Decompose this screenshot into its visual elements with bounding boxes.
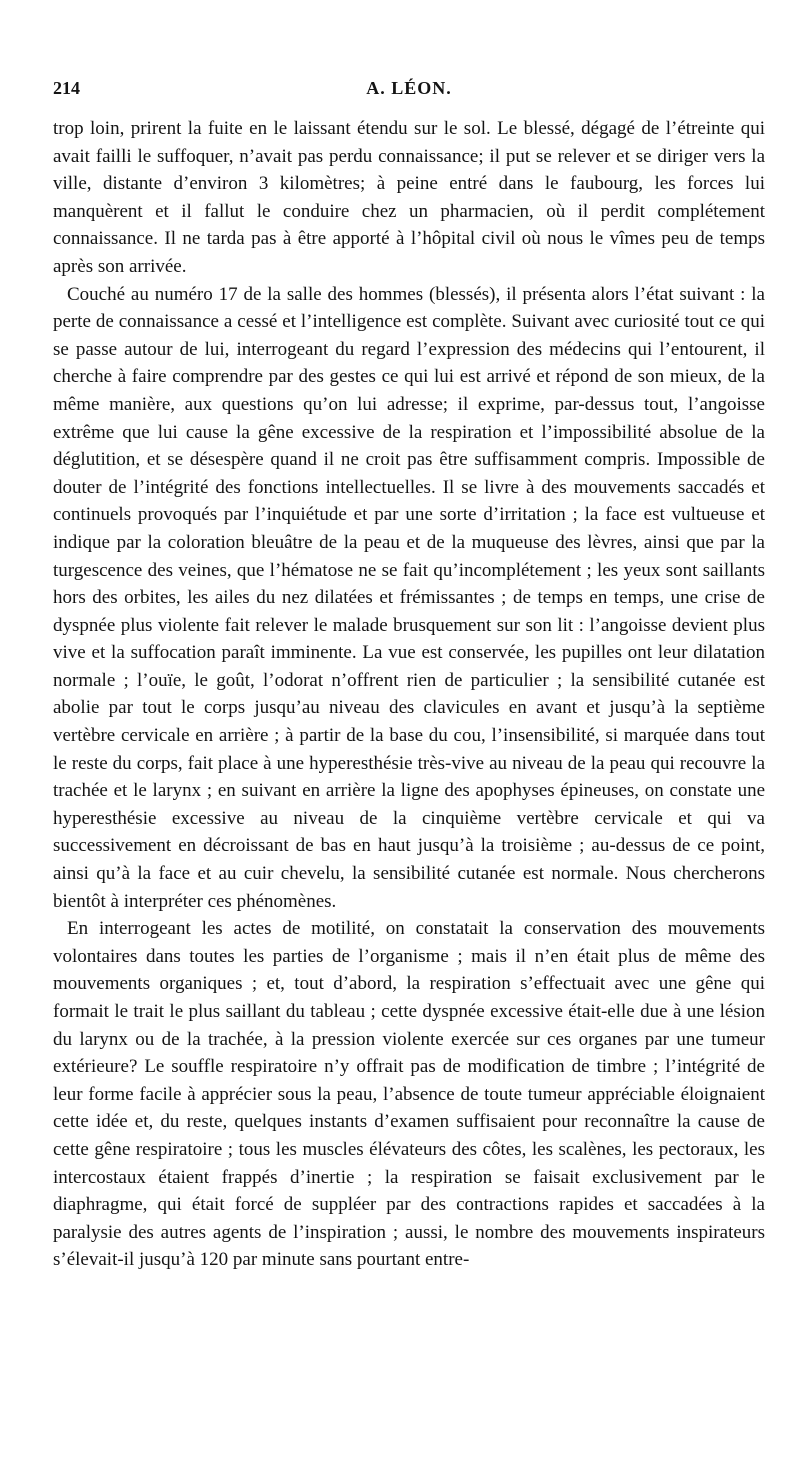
page-number: 214 [53,78,80,98]
body-text [53,115,765,1274]
page-header [53,74,765,108]
paragraph: trop loin, prirent la fuite en le laissant étendu sur le sol. Le blessé, dégagé de l’étreinte qui avait failli le suffoquer, n’avait pas perdu connaissance; il put se relever et se diriger vers la ville, distante d’environ 3 kilomètres; à peine entré dans le faubourg, les forces lui manquèrent et il fallut le conduire chez un pharmacien, où il perdit complétement connaissance. Il ne tarda pas à être apporté à l’hôpital civil où nous le vîmes peu de temps après son arrivée. [53,118,765,277]
paragraph: En interrogeant les actes de motilité, on constatait la conservation des mouvements volontaires dans toutes les parties de l’organisme ; mais il n’en était plus de même des mouvements organiques ; et, tout d’abord, la respiration s’effectuait avec une gêne qui formait le trait le plus saillant du tableau ; cette dyspnée excessive était-elle due à une lésion du larynx ou de la trachée, à la pression violente exercée sur ces organes par une tumeur extérieure? Le souffle respiratoire n’y offrait pas de modification de timbre ; l’intégrité de leur forme facile à apprécier sous la peau, l’absence de toute tumeur appréciable éloignaient cette idée et, du reste, quelques instants d’examen suffisaient pour reconnaître la cause de cette gêne respiratoire ; tous les muscles élévateurs des côtes, les scalènes, les pectoraux, les intercostaux étaient frappés d’inertie ; la respiration se faisait exclusivement par le diaphragme, qui était forcé de suppléer par des contractions rapides et saccadées à la paralysie des autres agents de l’inspiration ; aussi, le nombre des mouvements inspirateurs s’élevait-il jusqu’à 120 par minute sans pourtant entre- [53,918,765,1271]
paragraph: Couché au numéro 17 de la salle des hommes (blessés), il présenta alors l’état suivant : la perte de connaissance a cessé et l’intelligence est complète. Suivant avec curiosité tout ce qui se passe autour de lui, interrogeant du regard l’expression des médecins qui l’entourent, il cherche à faire comprendre par des gestes ce qui lui est arrivé et répond de son mieux, de la même manière, aux questions qu’on lui adresse; il exprime, par-dessus tout, l’angoisse extrême que lui cause la gêne excessive de la respiration et l’impossibilité absolue de la déglutition, et se désespère quand il ne croit pas être suffisamment compris. Impossible de douter de l’intégrité des fonctions intellectuelles. Il se livre à des mouvements saccadés et continuels provoqués par l’inquiétude et par une sorte d’irritation ; la face est vultueuse et indique par la coloration bleuâtre de la peau et de la muqueuse des lèvres, ainsi que par la turgescence des veines, que l’hématose ne se fait qu’incomplétement ; les yeux sont saillants hors des orbites, les ailes du nez dilatées et frémissantes ; de temps en temps, une crise de dyspnée plus violente fait relever le malade brusquement sur son lit : l’angoisse devient plus vive et la suffocation paraît imminente. La vue est conservée, les pupilles ont leur dilatation normale ; l’ouïe, le goût, l’odorat n’offrent rien de particulier ; la sensibilité cutanée est abolie par tout le corps jusqu’au niveau des clavicules en avant et jusqu’à la septième vertèbre cervicale en arrière ; à partir de la base du cou, l’insensibilité, si marquée dans tout le reste du corps, fait place à une hyperesthésie très-vive au niveau de la peau qui recouvre la trachée et le larynx ; en suivant en arrière la ligne des apophyses épineuses, on constate une hyperesthésie excessive au niveau de la cinquième vertèbre cervicale et qui va successivement en décroissant de bas en haut jusqu’à la troisième ; au-dessus de ce point, ainsi qu’à la face et au cuir chevelu, la sensibilité cutanée est normale. Nous chercherons bientôt à interpréter ces phénomènes. [53,283,765,912]
book-page [53,0,765,1475]
running-head: A. LÉON. [366,78,452,98]
